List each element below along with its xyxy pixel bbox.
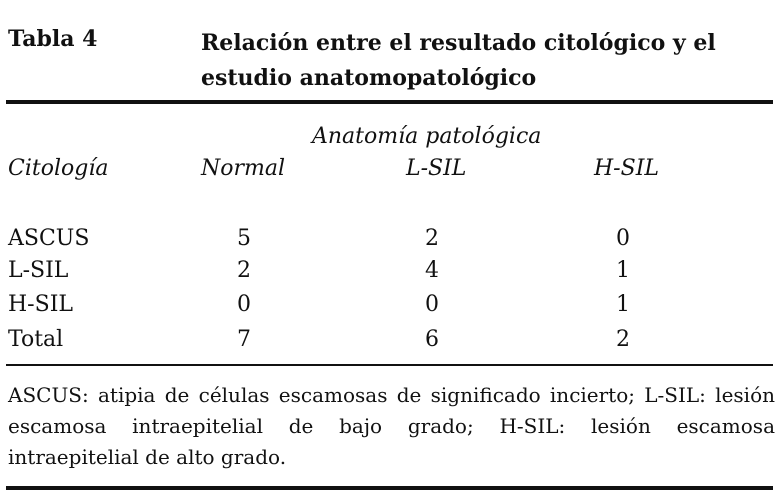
table-row [0, 292, 783, 324]
row-label: L-SIL [8, 258, 69, 283]
row-header: Citología [8, 156, 109, 181]
table-footnote: ASCUS: atipia de células escamosas de significado incierto; L-SIL: lesión escamosa intraepitelial de bajo grado; H-SIL: lesión escamosa intraepitelial de alto grado. [8, 383, 775, 469]
table-row-total [0, 327, 783, 359]
row-label: H-SIL [8, 292, 73, 317]
cell-lsil: 6 [425, 327, 439, 352]
table-title: Relación entre el resultado citológico y el estudio anatomopatológico [201, 30, 716, 91]
column-header-normal: Normal [201, 156, 286, 181]
row-label: Total [8, 327, 64, 352]
cell-hsil: 1 [616, 292, 630, 317]
column-header-hsil: H-SIL [594, 156, 659, 181]
table-row [0, 226, 783, 258]
table-row [0, 258, 783, 290]
cell-hsil: 1 [616, 258, 630, 283]
cell-hsil: 2 [616, 327, 630, 352]
row-label: ASCUS [8, 226, 90, 251]
top-rule [6, 100, 773, 104]
cell-lsil: 0 [425, 292, 439, 317]
cell-lsil: 4 [425, 258, 439, 283]
column-header-lsil: L-SIL [406, 156, 467, 181]
mid-rule [6, 364, 773, 366]
cell-normal: 2 [237, 258, 251, 283]
cell-hsil: 0 [616, 226, 630, 251]
table-label: Tabla 4 [8, 26, 98, 52]
group-header: Anatomía patológica [312, 124, 542, 149]
cell-normal: 7 [237, 327, 251, 352]
bottom-rule [6, 486, 773, 490]
cell-lsil: 2 [425, 226, 439, 251]
cell-normal: 5 [237, 226, 251, 251]
cell-normal: 0 [237, 292, 251, 317]
